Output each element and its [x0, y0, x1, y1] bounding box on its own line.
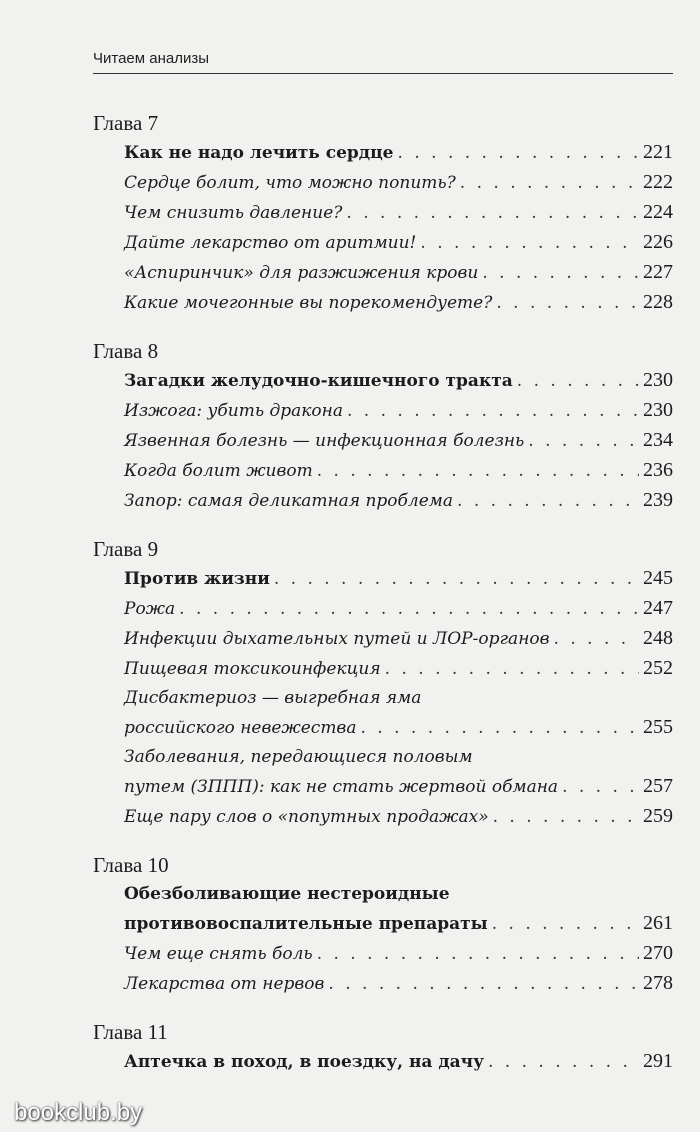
entry-title: Загадки желудочно-кишечного тракта — [124, 371, 513, 391]
entry-title: Против жизни — [124, 569, 270, 589]
entry-title: путем (ЗППП): как не стать жертвой обмана — [124, 777, 559, 797]
page-number: 245 — [643, 567, 673, 589]
toc-section-entry — [124, 880, 673, 939]
dot-leader — [274, 565, 639, 594]
dot-leader — [360, 714, 639, 743]
dot-leader — [554, 625, 639, 654]
dot-leader — [517, 367, 639, 396]
dot-leader — [385, 655, 639, 684]
dot-leader — [347, 397, 639, 426]
toc-section-entry — [124, 564, 673, 594]
toc-subsection-entry — [124, 684, 673, 743]
entry-title: Как не надо лечить сердце — [124, 143, 394, 163]
toc-subsection-entry — [124, 654, 673, 684]
header-rule — [93, 73, 673, 74]
page-number: 226 — [643, 231, 673, 253]
chapter-block — [93, 534, 673, 832]
chapter-label: Глава 11 — [93, 1020, 168, 1044]
page-number: 255 — [643, 716, 673, 738]
toc-subsection-entry — [124, 168, 673, 198]
chapter-block — [93, 850, 673, 999]
entry-title: Какие мочегонные вы порекомендуете? — [124, 293, 493, 313]
entry-title: Лекарства от нервов — [124, 974, 325, 994]
dot-leader — [457, 487, 639, 516]
dot-leader — [482, 259, 639, 288]
page-number: 222 — [643, 171, 673, 193]
dot-leader — [328, 970, 639, 999]
page-number: 278 — [643, 972, 673, 994]
entry-title: Когда болит живот — [124, 461, 313, 481]
entry-title: Инфекции дыхательных путей и ЛОР-органов — [124, 629, 550, 649]
toc-subsection-entry — [124, 802, 673, 832]
page-number: 228 — [643, 291, 673, 313]
page-number: 291 — [643, 1050, 673, 1072]
entry-title-line-2 — [124, 772, 673, 802]
entry-title: Аптечка в поход, в поездку, на дачу — [124, 1052, 484, 1072]
entry-title: Изжога: убить дракона — [124, 401, 343, 421]
entry-title: Пищевая токсикоинфекция — [124, 659, 381, 679]
toc-subsection-entry — [124, 594, 673, 624]
page-number: 261 — [643, 912, 673, 934]
entry-title: Дайте лекарство от аритмии! — [124, 233, 417, 253]
page-number: 224 — [643, 201, 673, 223]
toc-subsection-entry — [124, 228, 673, 258]
dot-leader — [398, 139, 639, 168]
toc-subsection-entry — [124, 198, 673, 228]
chapter-label: Глава 10 — [93, 853, 169, 877]
toc-subsection-entry — [124, 969, 673, 999]
entry-title: Запор: самая деликатная проблема — [124, 491, 454, 511]
entry-title: «Аспиринчик» для разжижения крови — [124, 263, 479, 283]
table-of-contents — [93, 108, 673, 1095]
entry-title: Язвенная болезнь — инфекционная болезнь — [124, 431, 525, 451]
entry-title: Чем еще снять боль — [124, 944, 313, 964]
dot-leader — [317, 940, 639, 969]
running-head: Читаем анализы — [93, 50, 210, 67]
toc-section-entry — [124, 1047, 673, 1077]
entry-title-line-1: Заболевания, передающиеся половым — [124, 747, 473, 767]
page-number: 247 — [643, 597, 673, 619]
page-number: 236 — [643, 459, 673, 481]
page-number: 227 — [643, 261, 673, 283]
toc-subsection-entry — [124, 624, 673, 654]
toc-subsection-entry — [124, 288, 673, 318]
chapter-label: Глава 9 — [93, 537, 159, 561]
entry-title: Рожа — [124, 599, 176, 619]
entry-title: российского невежества — [124, 718, 357, 738]
entry-title: Еще пару слов о «попутных продажах» — [124, 807, 489, 827]
entry-title: Чем снизить давление? — [124, 203, 343, 223]
toc-subsection-entry — [124, 743, 673, 802]
dot-leader — [562, 773, 639, 802]
page-number: 252 — [643, 657, 673, 679]
chapter-block — [93, 108, 673, 318]
page-number: 234 — [643, 429, 673, 451]
dot-leader — [488, 1048, 639, 1077]
entry-title-line-1: Обезболивающие нестероидные — [124, 884, 450, 904]
chapter-block — [93, 1017, 673, 1077]
page-number: 248 — [643, 627, 673, 649]
chapter-label: Глава 7 — [93, 111, 159, 135]
entry-title-line-2 — [124, 713, 673, 743]
toc-subsection-entry — [124, 258, 673, 288]
dot-leader — [346, 199, 639, 228]
page-number: 259 — [643, 805, 673, 827]
toc-subsection-entry — [124, 426, 673, 456]
chapter-label: Глава 8 — [93, 339, 159, 363]
dot-leader — [317, 457, 639, 486]
toc-subsection-entry — [124, 939, 673, 969]
toc-subsection-entry — [124, 486, 673, 516]
page-number: 221 — [643, 141, 673, 163]
watermark-logo: bookclub.by — [14, 1099, 143, 1126]
entry-title: Сердце болит, что можно попить? — [124, 173, 456, 193]
entry-title-line-1: Дисбактериоз — выгребная яма — [124, 688, 422, 708]
entry-title-line-2 — [124, 909, 673, 939]
page-number: 239 — [643, 489, 673, 511]
dot-leader — [420, 229, 639, 258]
entry-title: противовоспалительные препараты — [124, 914, 488, 934]
dot-leader — [496, 289, 639, 318]
chapter-block — [93, 336, 673, 516]
dot-leader — [460, 169, 639, 198]
toc-section-entry — [124, 138, 673, 168]
toc-subsection-entry — [124, 456, 673, 486]
page-number: 230 — [643, 399, 673, 421]
page-number: 230 — [643, 369, 673, 391]
dot-leader — [179, 595, 639, 624]
page-number: 270 — [643, 942, 673, 964]
toc-section-entry — [124, 366, 673, 396]
dot-leader — [528, 427, 639, 456]
page-number: 257 — [643, 775, 673, 797]
toc-subsection-entry — [124, 396, 673, 426]
dot-leader — [493, 803, 639, 832]
dot-leader — [492, 910, 639, 939]
